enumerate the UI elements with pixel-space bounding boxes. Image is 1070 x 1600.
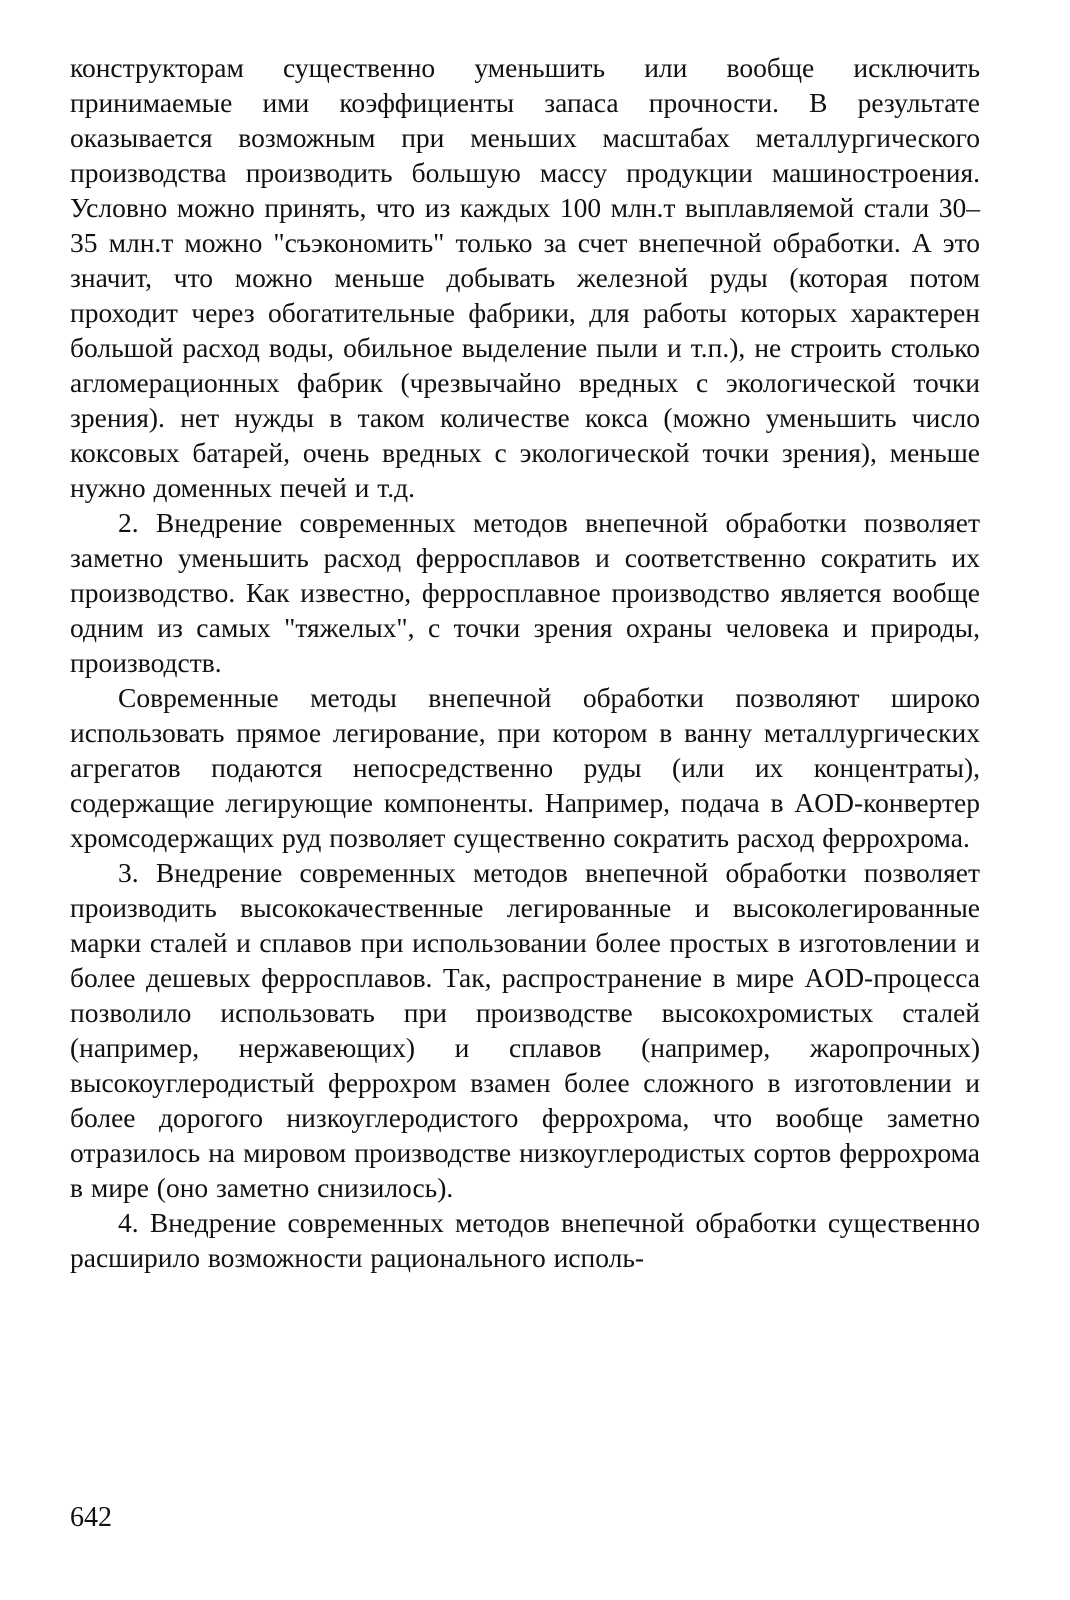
paragraph-continuation: конструкторам существенно уменьшить или вообще исключить принимаемые ими коэффициенты запаса прочности. В результате оказывается возможным при меньших масштабах металлургического производства производить большую массу продукции машиностроения. Условно можно принять, что из каждых 100 млн.т выплавляемой стали 30–35 млн.т можно "съэкономить" только за счет внепечной обработки. А это значит, что можно меньше добывать железной руды (которая потом проходит через обогатительные фабрики, для работы которых характерен большой расход воды, обильное выделение пыли и т.п.), не строить столько агломерационных фабрик (чрезвычайно вредных с экологической точки зрения). нет нужды в таком количестве кокса (можно уменьшить число коксовых батарей, очень вредных с экологической точки зрения), меньше нужно доменных печей и т.д. xyxy=(70,52,980,503)
page-number: 642 xyxy=(70,1502,112,1533)
paragraph-item-4: 4. Внедрение современных методов внепечной обработки существенно расширило возможности рационального исполь- xyxy=(70,1207,980,1273)
paragraph-direct-alloying: Современные методы внепечной обработки позволяют широко использовать прямое легирование, при котором в ванну металлургических агрегатов подаются непосредственно руды (или их концентраты), содержащие легирующие компоненты. Например, подача в AOD-конвертер хромсодержащих руд позволяет существенно сократить расход феррохрома. xyxy=(70,682,980,853)
paragraph-item-3: 3. Внедрение современных методов внепечной обработки позволяет производить высококачественные легированные и высоколегированные марки сталей и сплавов при использовании более простых в изготовлении и более дешевых ферросплавов. Так, распространение в мире AOD-процесса позволило использовать при производстве высокохромистых сталей (например, нержавеющих) и сплавов (например, жаропрочных) высокоуглеродистый феррохром взамен более сложного в изготовлении и более дорогого низкоуглеродистого феррохрома, что вообще заметно отразилось на мировом производстве низкоуглеродистых сортов феррохрома в мире (оно заметно снизилось). xyxy=(70,857,980,1203)
paragraph-item-2: 2. Внедрение современных методов внепечной обработки позволяет заметно уменьшить расход ферросплавов и соответственно сократить их производство. Как известно, ферросплавное производство является вообще одним из самых "тяжелых", с точки зрения охраны человека и природы, производств. xyxy=(70,507,980,678)
page-body xyxy=(70,50,980,1275)
